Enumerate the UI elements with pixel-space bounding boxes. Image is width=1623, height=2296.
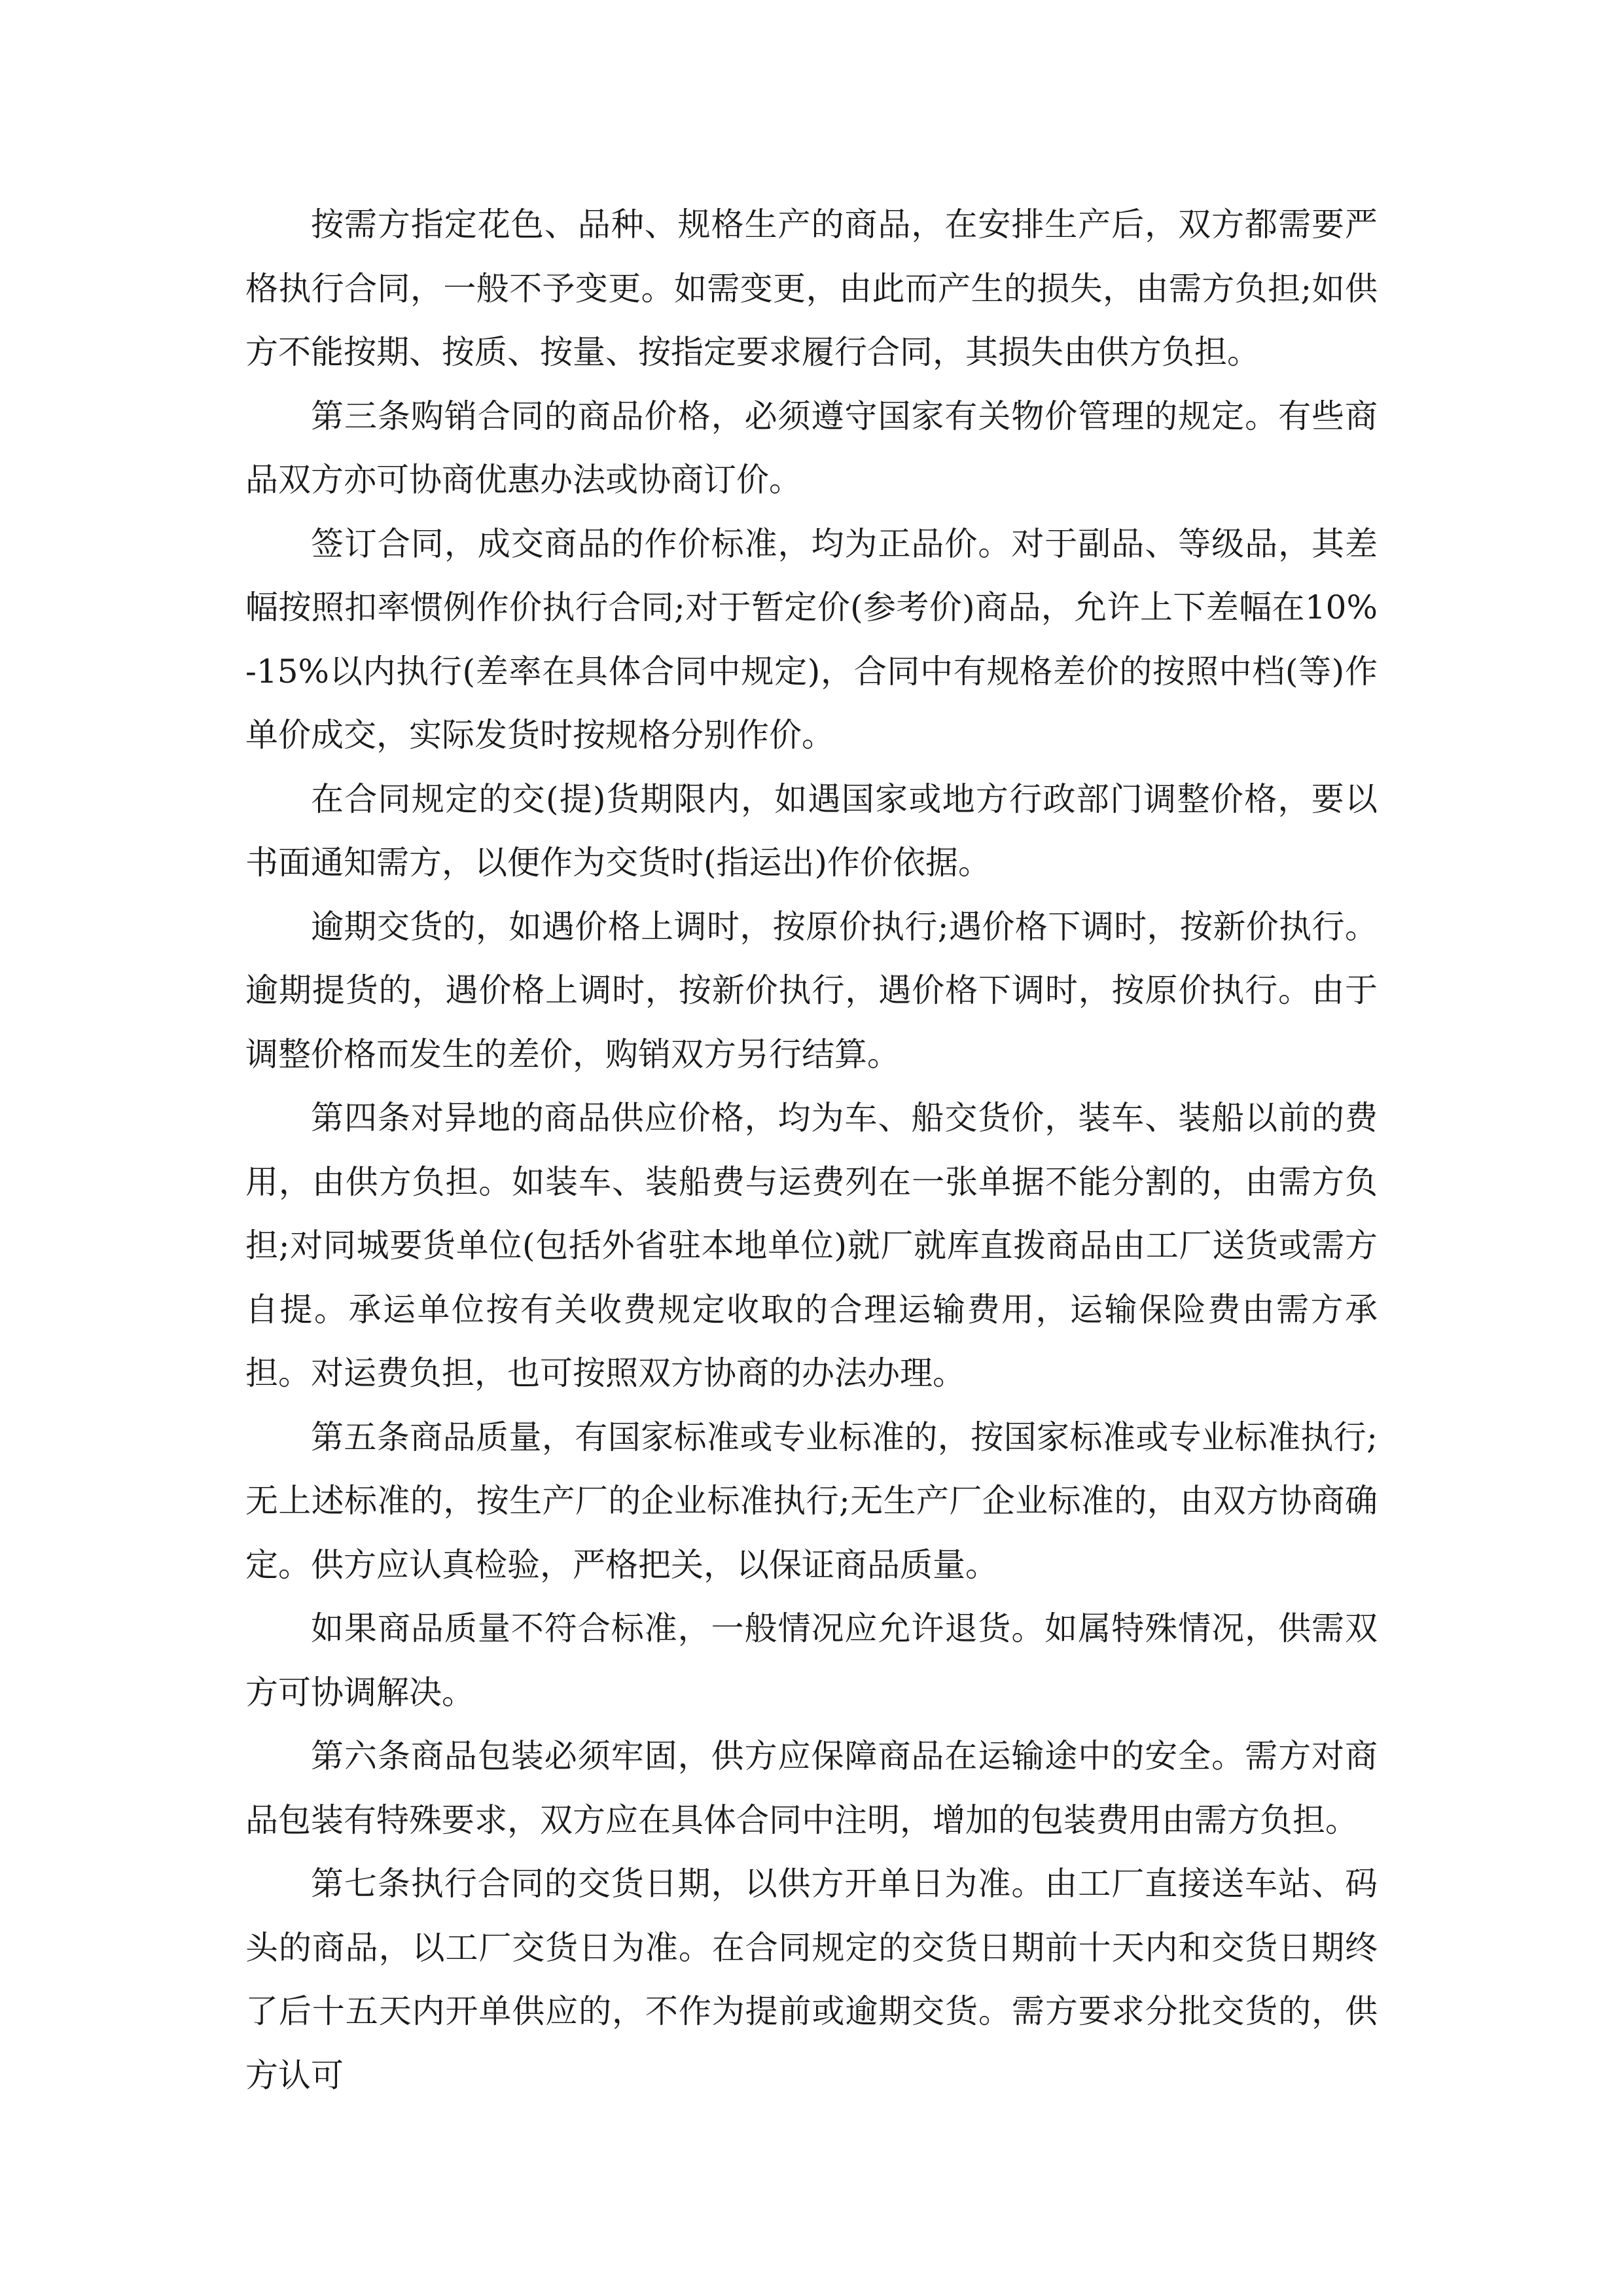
paragraph-8: 如果商品质量不符合标准，一般情况应允许退货。如属特殊情况，供需双方可协调解决。 bbox=[245, 1609, 1378, 1712]
paragraph-4: 在合同规定的交(提)货期限内，如遇国家或地方行政部门调整价格，要以书面通知需方，以便作为交货时(指运出)作价依据。 bbox=[245, 780, 1378, 882]
document-body bbox=[245, 193, 1378, 2108]
paragraph-10: 第七条执行合同的交货日期，以供方开单日为准。由工厂直接送车站、码头的商品，以工厂交货日为准。在合同规定的交货日期前十天内和交货日期终了后十五天内开单供应的，不作为提前或逾期交货。需方要求分批交货的，供方认可 bbox=[245, 1865, 1378, 2094]
paragraph-7: 第五条商品质量，有国家标准或专业标准的，按国家标准或专业标准执行;无上述标准的，按生产厂的企业标准执行;无生产厂企业标准的，由双方协商确定。供方应认真检验，严格把关，以保证商品质量。 bbox=[245, 1418, 1378, 1584]
paragraph-1: 按需方指定花色、品种、规格生产的商品，在安排生产后，双方都需要严格执行合同，一般不予变更。如需变更，由此而产生的损失，由需方负担;如供方不能按期、按质、按量、按指定要求履行合同，其损失由供方负担。 bbox=[245, 206, 1378, 371]
paragraph-6: 第四条对异地的商品供应价格，均为车、船交货价，装车、装船以前的费用，由供方负担。如装车、装船费与运费列在一张单据不能分割的，由需方负担;对同城要货单位(包括外省驻本地单位)就厂就库直拨商品由工厂送货或需方自提。承运单位按有关收费规定收取的合理运输费用，运输保险费由需方承担。对运费负担，也可按照双方协商的办法办理。 bbox=[245, 1099, 1378, 1392]
paragraph-9: 第六条商品包装必须牢固，供方应保障商品在运输途中的安全。需方对商品包装有特殊要求，双方应在具体合同中注明，增加的包装费用由需方负担。 bbox=[245, 1737, 1378, 1839]
paragraph-3: 签订合同，成交商品的作价标准，均为正品价。对于副品、等级品，其差幅按照扣率惯例作价执行合同;对于暂定价(参考价)商品，允许上下差幅在10%-15%以内执行(差率在具体合同中规定)，合同中有规格差价的按照中档(等)作单价成交，实际发货时按规格分别作价。 bbox=[245, 524, 1378, 754]
paragraph-5: 逾期交货的，如遇价格上调时，按原价执行;遇价格下调时，按新价执行。逾期提货的，遇价格上调时，按新价执行，遇价格下调时，按原价执行。由于调整价格而发生的差价，购销双方另行结算。 bbox=[245, 907, 1378, 1073]
paragraph-2: 第三条购销合同的商品价格，必须遵守国家有关物价管理的规定。有些商品双方亦可协商优惠办法或协商订价。 bbox=[245, 397, 1378, 499]
